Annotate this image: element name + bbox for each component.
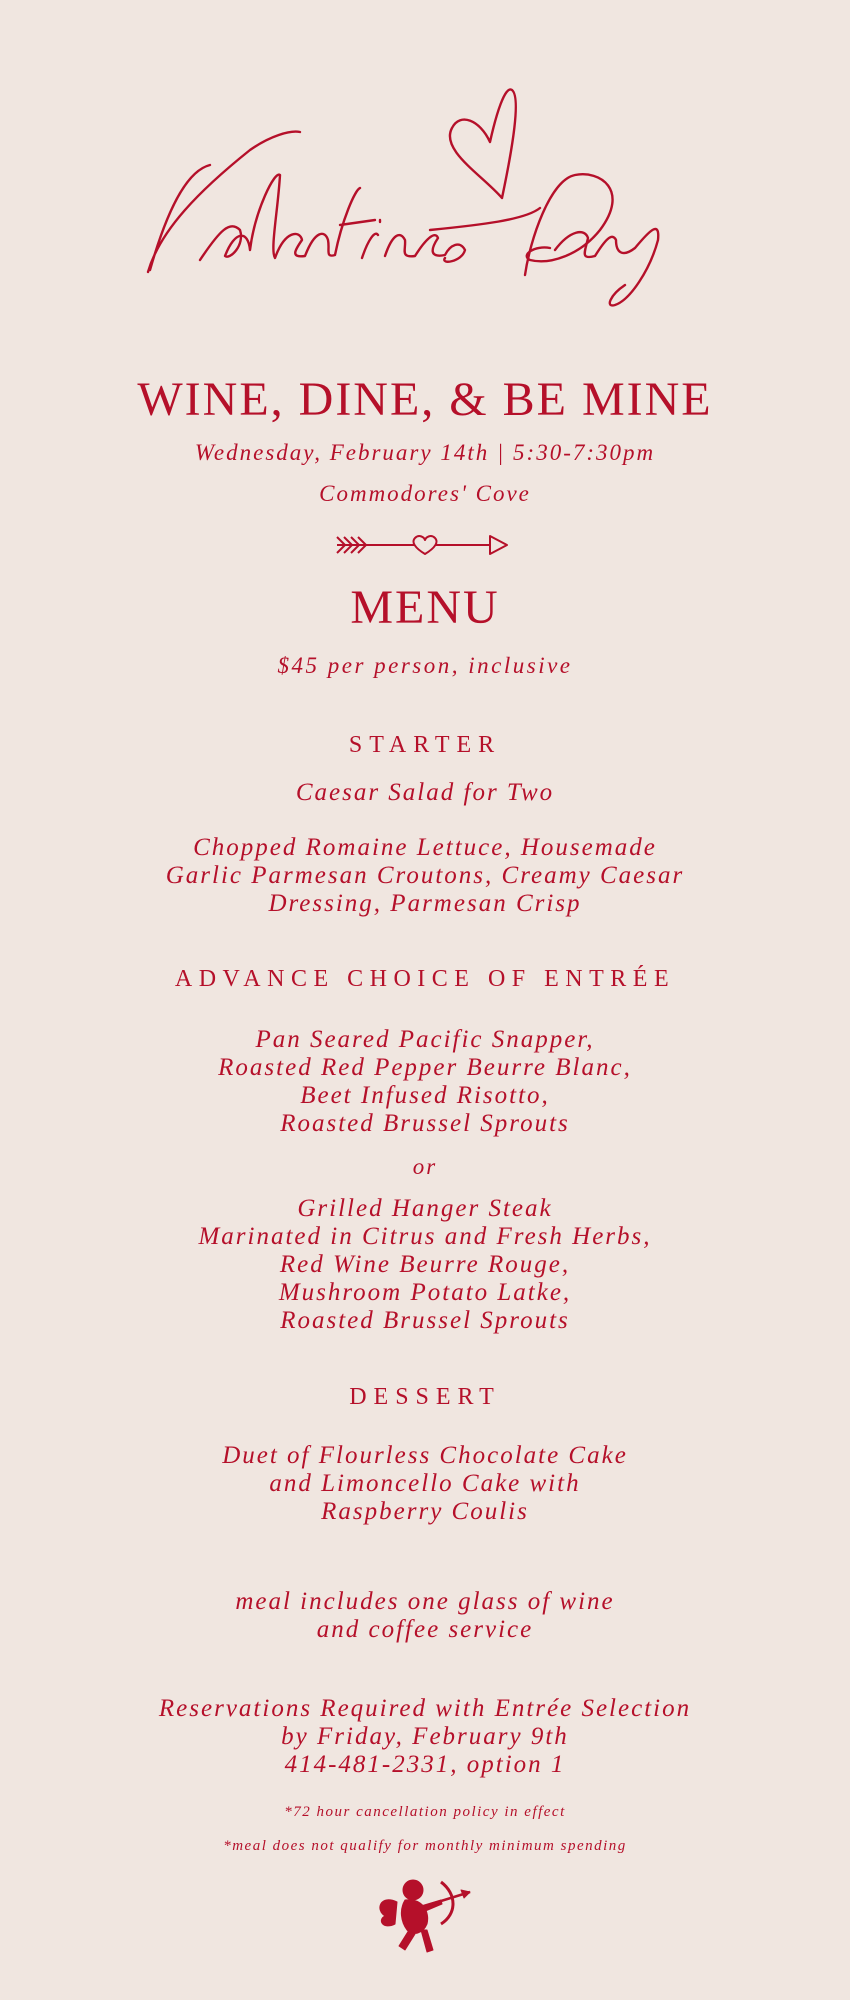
includes-line: and coffee service (316, 1616, 534, 1643)
reservation-line: by Friday, February 9th (281, 1723, 569, 1750)
dessert-description (0, 1442, 850, 1526)
entree-line: Beet Infused Risotto, (300, 1082, 550, 1109)
menu-title: MENU (350, 581, 500, 634)
includes-line: meal includes one glass of wine (235, 1588, 615, 1615)
cancellation-note: *72 hour cancellation policy in effect (284, 1804, 566, 1820)
valentines-day-script-logo (130, 80, 720, 310)
includes-note (0, 1588, 850, 1644)
dessert-line: Raspberry Coulis (321, 1498, 529, 1525)
entree-line: Roasted Brussel Sprouts (280, 1307, 570, 1334)
entree-line: Pan Seared Pacific Snapper, (255, 1026, 595, 1053)
reservation-info (0, 1695, 850, 1779)
headline: WINE, DINE, & BE MINE (137, 373, 713, 426)
description-line: Dressing, Parmesan Crisp (268, 890, 582, 917)
cupid-icon (375, 1872, 475, 1962)
reservation-phone: 414-481-2331, option 1 (284, 1751, 566, 1778)
description-line: Garlic Parmesan Croutons, Creamy Caesar (165, 862, 685, 889)
starter-name: Caesar Salad for Two (295, 779, 555, 806)
event-date-time: Wednesday, February 14th | 5:30-7:30pm (194, 440, 656, 465)
entree-line: Marinated in Citrus and Fresh Herbs, (198, 1223, 652, 1250)
price-line: $45 per person, inclusive (277, 653, 573, 678)
starter-heading: STARTER (348, 732, 502, 758)
description-line: Chopped Romaine Lettuce, Housemade (193, 834, 657, 861)
entree-line: Red Wine Beurre Rouge, (279, 1251, 571, 1278)
entree-line: Grilled Hanger Steak (297, 1195, 553, 1222)
reservation-line: Reservations Required with Entrée Selection (158, 1695, 692, 1722)
entree-option-1 (0, 1026, 850, 1138)
dessert-line: and Limoncello Cake with (269, 1470, 581, 1497)
entree-option-2 (0, 1195, 850, 1335)
arrow-heart-icon (335, 530, 515, 560)
dessert-line: Duet of Flourless Chocolate Cake (222, 1442, 628, 1469)
starter-description (0, 834, 850, 918)
entree-line: Roasted Red Pepper Beurre Blanc, (218, 1054, 632, 1081)
entree-line: Roasted Brussel Sprouts (280, 1110, 570, 1137)
entree-separator: or (412, 1154, 438, 1179)
minimum-spending-note: *meal does not qualify for monthly minimum spending (223, 1838, 627, 1854)
entree-line: Mushroom Potato Latke, (278, 1279, 572, 1306)
dessert-heading: DESSERT (349, 1384, 501, 1410)
entree-heading: ADVANCE CHOICE OF ENTRÉE (174, 966, 676, 992)
venue-name: Commodores' Cove (319, 481, 531, 506)
